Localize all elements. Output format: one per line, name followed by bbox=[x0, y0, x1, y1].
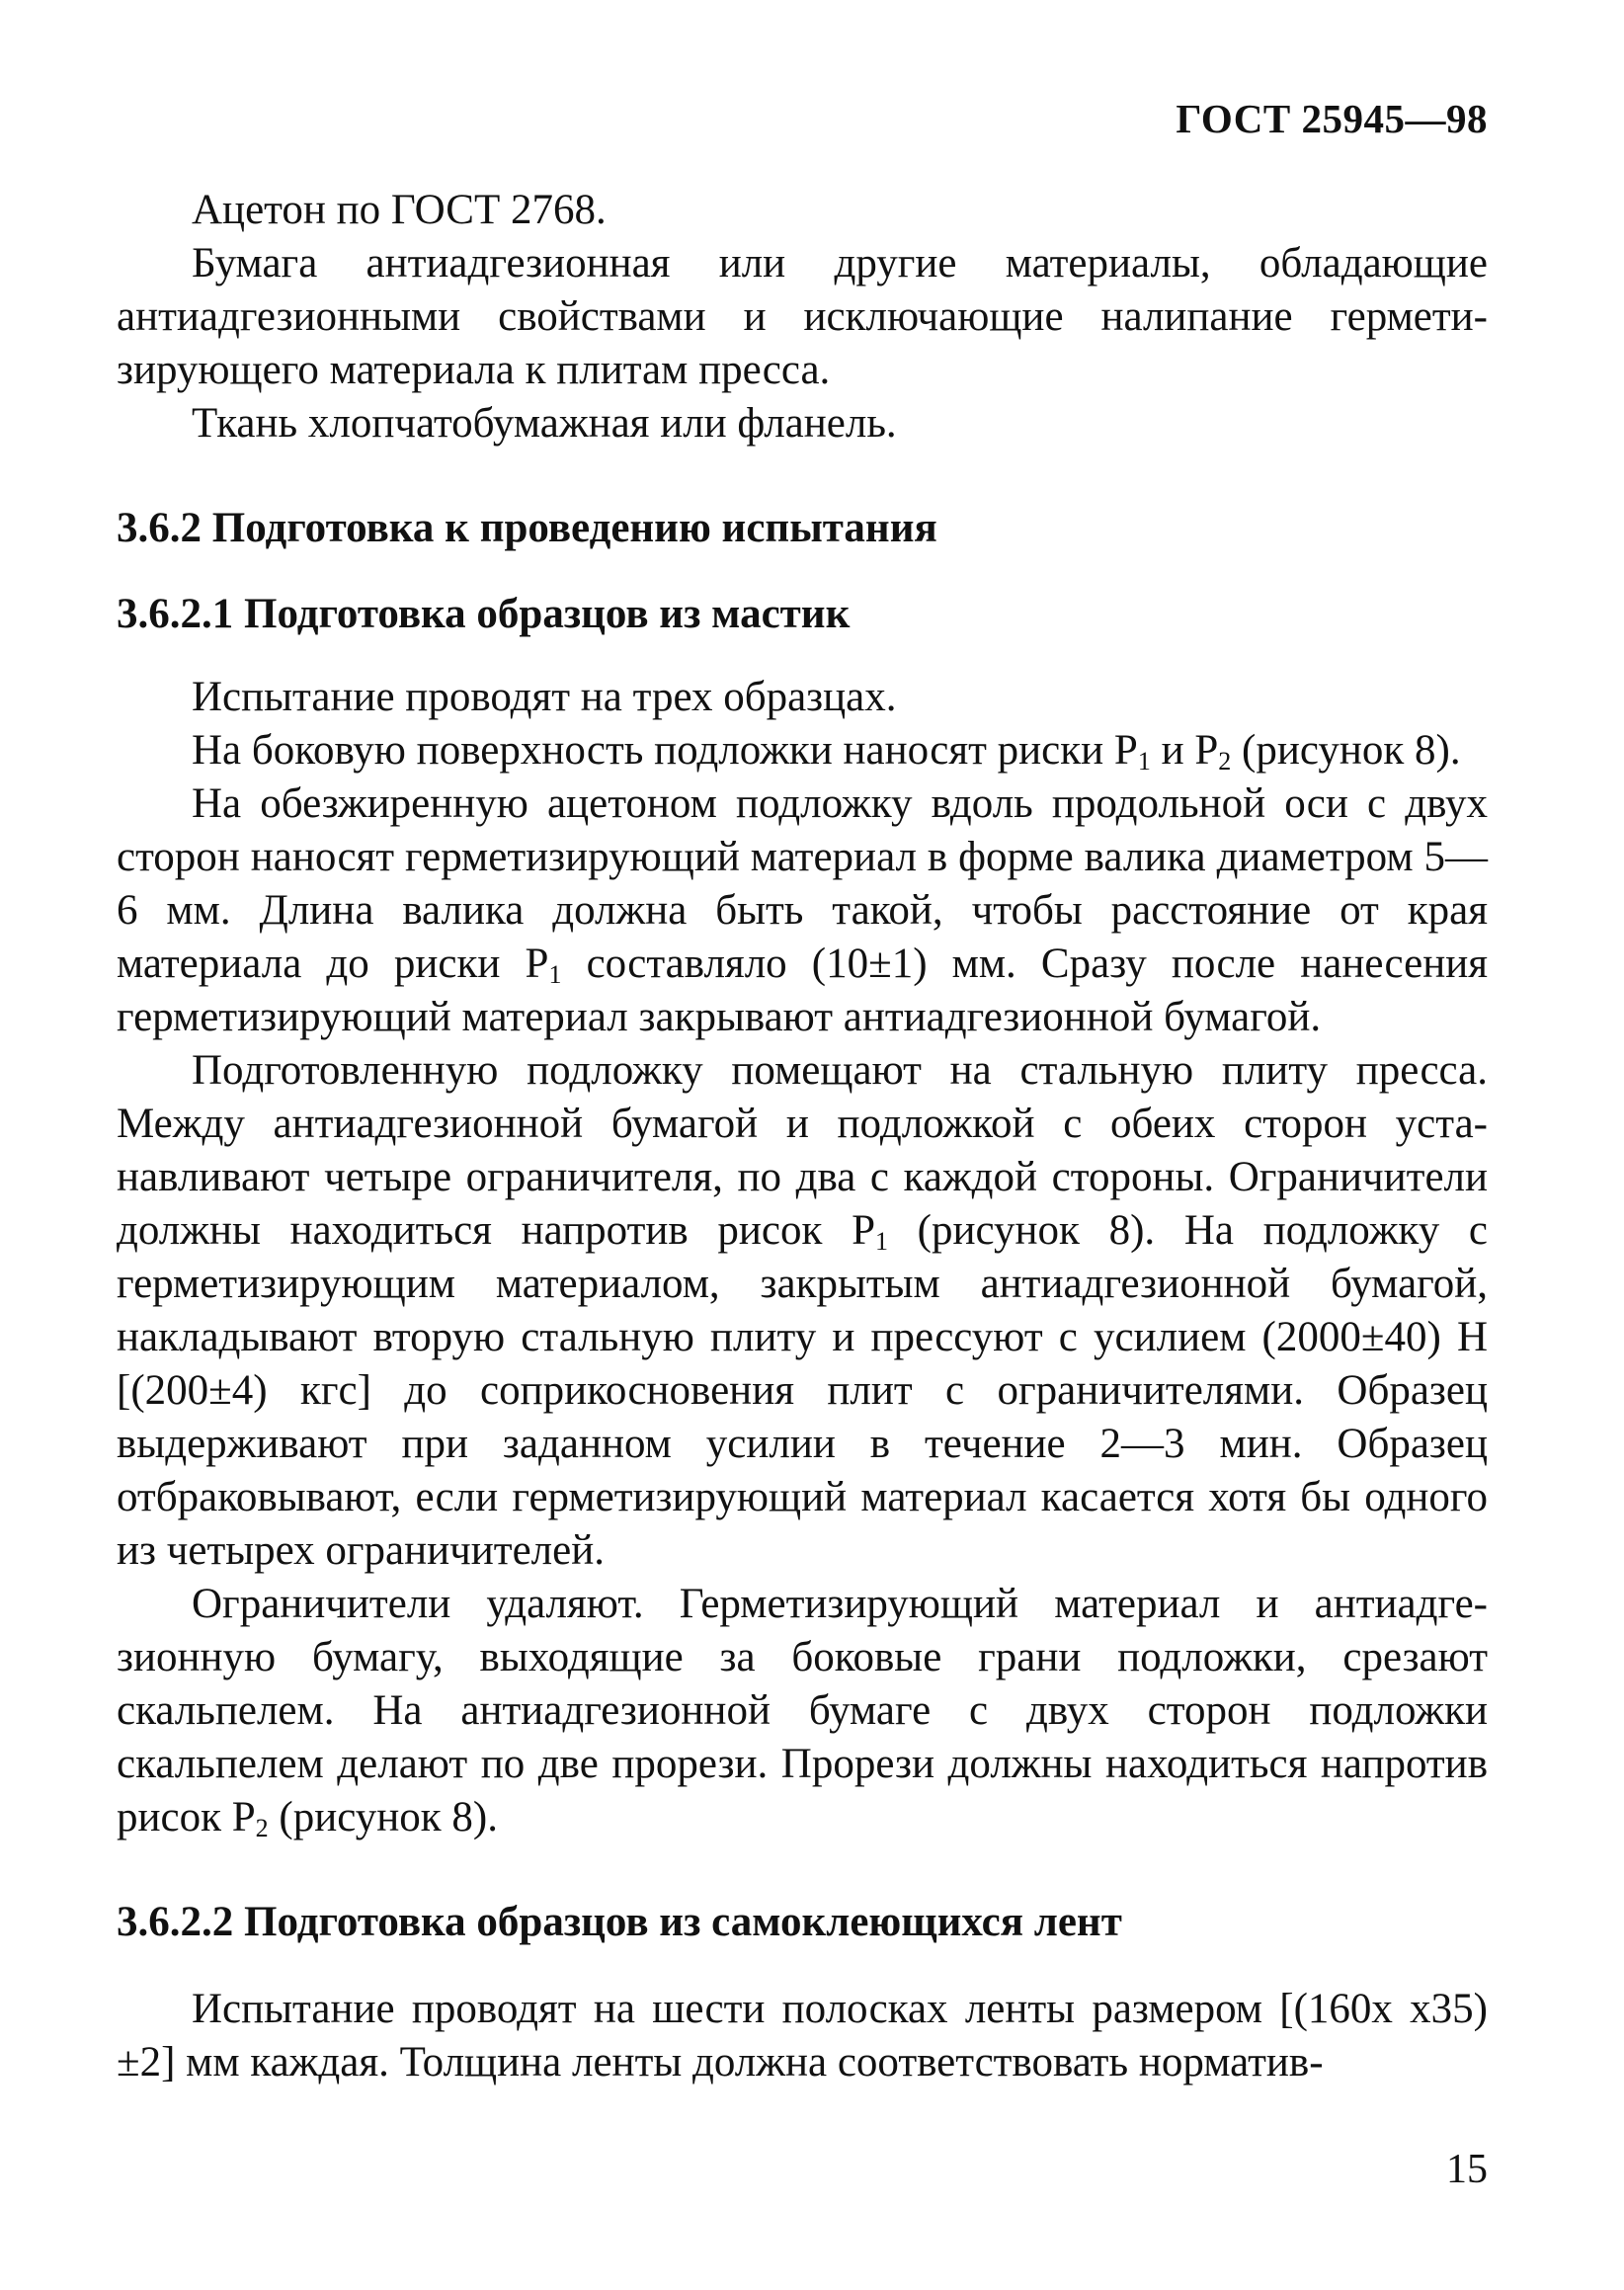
document-code-header: ГОСТ 25945—98 bbox=[1176, 96, 1488, 141]
section-heading-3-6-2: 3.6.2 Подготовка к проведению испытания bbox=[117, 505, 937, 551]
text-fragment: (рисунок 8). bbox=[1231, 727, 1461, 774]
subscript: 1 bbox=[548, 960, 562, 989]
subscript: 2 bbox=[1218, 747, 1232, 776]
paragraph-marks bbox=[117, 724, 1488, 777]
paragraph-antiadhesive-paper: Бумага антиадгезионная или другие материалы, обладающие антиадгезионными свойствами и исключающие налипание герметизирующего материала к плитам пресса. bbox=[117, 240, 1488, 393]
text-fragment: Ограничители удаляют. Герметизирующий материал и антиадгезионную бумагу, выходящие за боковые грани подложки, срезают скальпелем. На антиадгезионной бумаге с двух сторон подложки скальпелем делают по две прорези. Прорези должны находиться напротив рисок Р bbox=[117, 1581, 1488, 1840]
subscript: 2 bbox=[255, 1814, 269, 1842]
paragraph-apply-sealant bbox=[117, 777, 1488, 1044]
paragraph-acetone: Ацетон по ГОСТ 2768. bbox=[192, 187, 607, 233]
paragraph-tape-strips: Испытание проводят на шести полосках ленты размером [(160х х35)±2] мм каждая. Толщина ленты должна соответствовать норматив- bbox=[117, 1986, 1488, 2086]
paragraph-three-samples: Испытание проводят на трех образцах. bbox=[192, 674, 897, 720]
subscript: 1 bbox=[1137, 747, 1151, 776]
paragraph-press-plate bbox=[117, 1044, 1488, 1578]
text-fragment: составляло (10±1) мм. Сразу после нанесения герметизирующий материал закрывают антиадгезионной бумагой. bbox=[117, 941, 1489, 1040]
text-fragment: (рисунок 8). На подложку с герметизирующим материалом, закрытым антиадгезионной бумагой, накладывают вторую стальную плиту и прессуют с усилием (2000±40) Н [(200±4) кгс] до соприкосновения плит с ограничителями. Образец выдерживают при заданном усилии в течение 2—3 мин. Образец отбраковывают, если герметизирующий материал касается хотя бы одного из четырех ограничителей. bbox=[117, 1207, 1488, 1574]
text-fragment: и Р bbox=[1150, 727, 1219, 774]
text-fragment: На обезжиренную ацетоном подложку вдоль продольной оси с двух сторон наносят герметизирующий материал в форме валика диаметром 5—6 мм. Длина валика должна быть такой, чтобы расстояние от края материала до риски Р bbox=[117, 780, 1488, 987]
document-body bbox=[117, 184, 1488, 2089]
section-heading-3-6-2-2: 3.6.2.2 Подготовка образцов из самоклеющихся лент bbox=[117, 1899, 1122, 1945]
paragraph-fabric: Ткань хлопчатобумажная или фланель. bbox=[192, 400, 897, 447]
text-fragment: Подготовленную подложку помещают на стальную плиту пресса. Между антиадгезионной бумагой и подложкой с обеих сторон устанавливают четыре ограничителя, по два с каждой стороны. Ограничители должны находиться напротив рисок Р bbox=[117, 1047, 1488, 1254]
text-fragment: (рисунок 8). bbox=[268, 1794, 498, 1840]
document-page bbox=[117, 0, 1488, 2290]
paragraph-remove-limiters bbox=[117, 1578, 1488, 1844]
text-fragment: На боковую поверхность подложки наносят риски Р bbox=[192, 727, 1138, 774]
subscript: 1 bbox=[874, 1227, 888, 1256]
page-number: 15 bbox=[1446, 2147, 1488, 2192]
section-heading-3-6-2-1: 3.6.2.1 Подготовка образцов из мастик bbox=[117, 591, 851, 637]
